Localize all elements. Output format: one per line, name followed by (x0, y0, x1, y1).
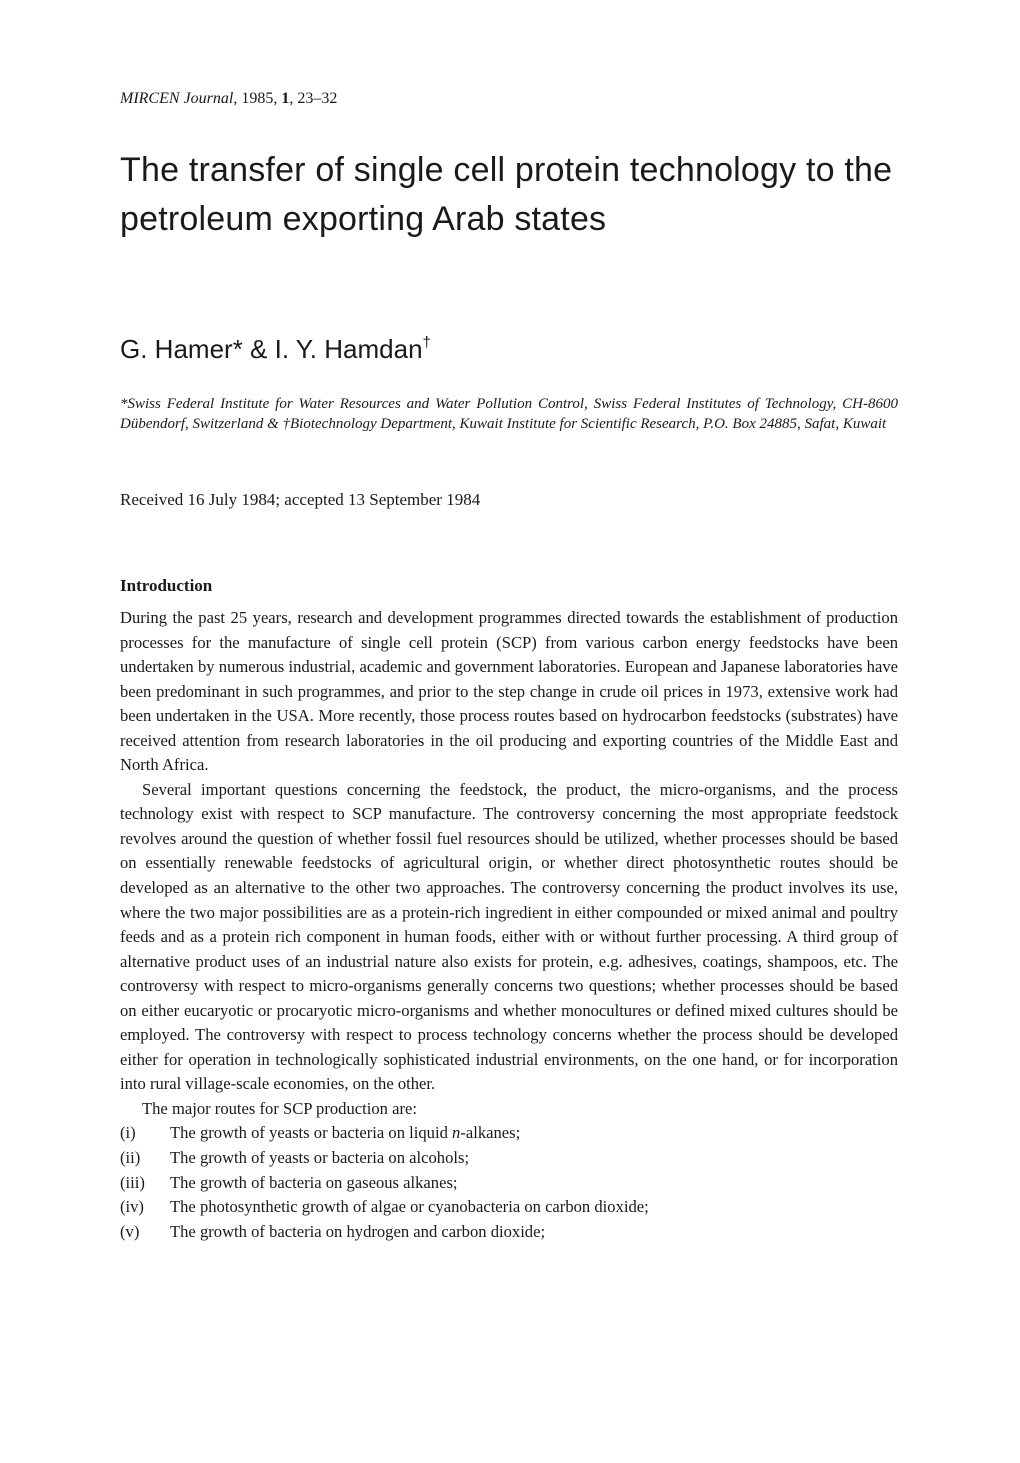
list-item-text: The growth of yeasts or bacteria on liquid n-alkanes; (170, 1123, 521, 1143)
author-hamdan-mark: † (422, 334, 431, 351)
paragraph: The major routes for SCP production are: (142, 1098, 417, 1118)
list-item-number: (v) (120, 1221, 140, 1241)
scp-routes-list (120, 1121, 898, 1244)
author-hamer-mark: * (232, 334, 243, 364)
list-item-text: The growth of bacteria on gaseous alkanes; (170, 1172, 458, 1192)
list-item (120, 1195, 898, 1220)
introduction-body (120, 606, 898, 1244)
list-item-number: (ii) (120, 1148, 141, 1168)
journal-name: MIRCEN Journal (120, 90, 234, 107)
author-hamdan: I. Y. Hamdan (274, 334, 423, 364)
journal-year: , 1985, (233, 90, 282, 107)
section-heading-introduction: Introduction (120, 576, 213, 595)
author-hamer: G. Hamer (120, 334, 233, 364)
list-item-number: (i) (120, 1123, 136, 1143)
list-item-number: (iv) (120, 1197, 144, 1217)
list-item-text: The growth of bacteria on hydrogen and carbon dioxide; (170, 1221, 546, 1241)
list-item (120, 1146, 898, 1171)
list-item-text: The photosynthetic growth of algae or cyanobacteria on carbon dioxide; (170, 1197, 649, 1217)
article-title: The transfer of single cell protein technology to the petroleum exporting Arab states (120, 151, 893, 238)
paragraph: During the past 25 years, research and development programmes directed towards the establishment of production processes for the manufacture of single cell protein (SCP) from various carbon energy feedstocks have been undertaken by numerous industrial, academic and government laboratories. European and Japanese laboratories have been predominant in such programmes, and prior to the step change in crude oil prices in 1973, extensive work had been undertaken in the USA. More recently, those process routes based on hydrocarbon feedstocks (substrates) have received attention from research laboratories in the oil producing and exporting countries of the Middle East and North Africa. (120, 608, 898, 775)
list-item (120, 1171, 898, 1196)
list-item (120, 1220, 898, 1245)
paragraph: Several important questions concerning the feedstock, the product, the micro-organisms, and the process technology exist with respect to SCP manufacture. The controversy concerning the most appropriate feedstock revolves around the question of whether fossil fuel resources should be utilized, whether processes should be based on essentially renewable feedstocks of agricultural origin, or whether direct photosynthetic routes should be developed as an alternative to the other two approaches. The controversy concerning the product involves its use, where the two major possibilities are as a protein-rich ingredient in either compounded or mixed animal and poultry feeds and as a protein rich component in human foods, either with or without further processing. A third group of alternative product uses of an industrial nature also exists for protein, e.g. adhesives, coatings, shampoos, etc. The controversy with respect to micro-organisms generally concerns two questions; whether processes should be based on either eucaryotic or procaryotic micro-organisms and whether monocultures or defined mixed cultures should be employed. The controversy with respect to process technology concerns whether the process should be developed either for operation in technologically sophisticated industrial environments, on the one hand, or for incorporation into rural village-scale economies, on the other. (120, 779, 898, 1094)
journal-volume: 1 (281, 90, 290, 107)
journal-citation (120, 90, 337, 108)
received-dates: Received 16 July 1984; accepted 13 September 1984 (120, 490, 481, 509)
list-item (120, 1121, 898, 1146)
affiliation-text: *Swiss Federal Institute for Water Resources and Water Pollution Control, Swiss Federal Institutes of Technology, CH-8600 Dübendorf, Switzerland & †Biotechnology Department, Kuwait Institute for Scientific Research, P.O. Box 24885, Safat, Kuwait (120, 396, 898, 432)
list-item-text: The growth of yeasts or bacteria on alcohols; (170, 1148, 470, 1168)
author-line (120, 334, 431, 365)
author-joiner: & (242, 334, 275, 364)
journal-pages: , 23–32 (289, 90, 338, 107)
list-item-number: (iii) (120, 1172, 145, 1192)
